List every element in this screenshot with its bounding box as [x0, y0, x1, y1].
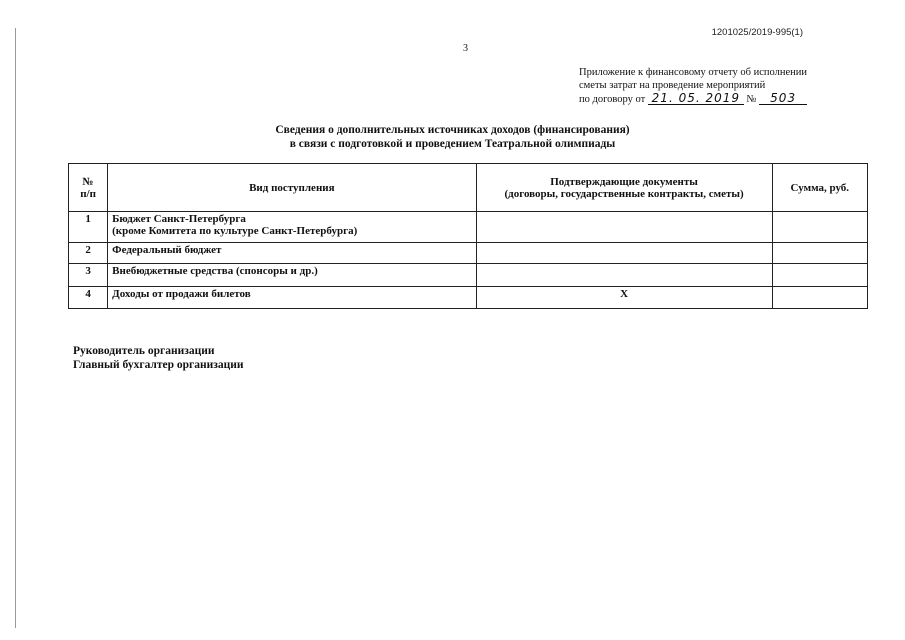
row-sum: [772, 287, 867, 309]
row-type: Доходы от продажи билетов: [108, 287, 476, 309]
signatories: [73, 344, 244, 372]
document-title: [0, 123, 905, 151]
row-sum: [772, 212, 867, 243]
row-num: 3: [69, 264, 108, 287]
row-sum: [772, 243, 867, 264]
row-num: 2: [69, 243, 108, 264]
table-header-row: [69, 164, 868, 212]
header-sum: Сумма, руб.: [772, 164, 867, 212]
row-type: Федеральный бюджет: [108, 243, 476, 264]
header-type: Вид поступления: [108, 164, 476, 212]
scan-edge-line: [15, 28, 16, 628]
document-id: 1201025/2019-995(1): [711, 27, 803, 38]
appendix-line-1: Приложение к финансовому отчету об исполнении: [579, 67, 807, 78]
row-docs: [476, 212, 772, 243]
header-docs: [476, 164, 772, 212]
row-docs: Х: [476, 287, 772, 309]
row-type: Внебюджетные средства (спонсоры и др.): [108, 264, 476, 287]
contract-date-handwritten: 21. 05. 2019: [648, 92, 744, 105]
header-docs-line-1: Подтверждающие документы: [550, 175, 698, 188]
header-num: [69, 164, 108, 212]
contract-number-handwritten: 503: [759, 92, 807, 105]
row-sum: [772, 264, 867, 287]
row-type: [108, 212, 476, 243]
header-docs-line-2: (договоры, государственные контракты, сметы): [504, 187, 744, 200]
row-docs: [476, 243, 772, 264]
contract-prefix: по договору от: [579, 94, 646, 105]
header-num-line-2: п/п: [80, 187, 96, 200]
appendix-note: [579, 66, 807, 106]
signer-head: Руководитель организации: [73, 345, 215, 357]
row-num: 4: [69, 287, 108, 309]
title-line-1: Сведения о дополнительных источниках доходов (финансирования): [275, 124, 630, 136]
contract-number-label: №: [746, 94, 757, 105]
table-row: [69, 264, 868, 287]
row-type-line-2: (кроме Комитета по культуре Санкт-Петербурга): [112, 225, 358, 237]
signer-accountant: Главный бухгалтер организации: [73, 359, 244, 371]
table-row: [69, 243, 868, 264]
header-num-line-1: №: [82, 175, 94, 188]
appendix-line-3: [579, 92, 807, 106]
page-number: 3: [463, 43, 468, 54]
row-num: 1: [69, 212, 108, 243]
row-type-line-1: Бюджет Санкт-Петербурга: [112, 213, 246, 225]
title-line-2: в связи с подготовкой и проведением Театральной олимпиады: [289, 138, 616, 150]
appendix-line-2: сметы затрат на проведение мероприятий: [579, 80, 766, 91]
table-row: [69, 212, 868, 243]
table-row: [69, 287, 868, 309]
row-docs: [476, 264, 772, 287]
income-sources-table: [68, 163, 868, 309]
